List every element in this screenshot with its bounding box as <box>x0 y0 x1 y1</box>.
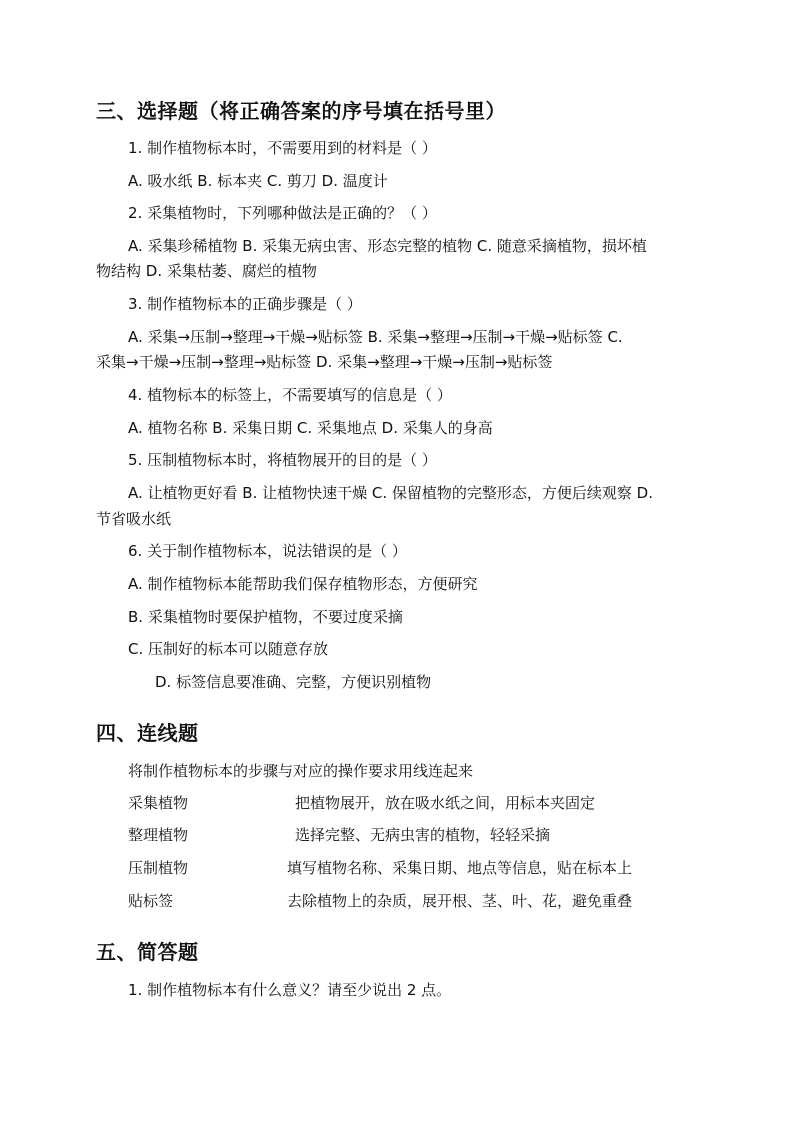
question-6-option-c: C. 压制好的标本可以随意存放 <box>128 640 329 658</box>
matching-step-3: 压制植物 <box>128 859 189 877</box>
short-answer-question-1: 1. 制作植物标本有什么意义？请至少说出 2 点。 <box>128 981 452 999</box>
question-4: 4. 植物标本的标签上，不需要填写的信息是（ ） <box>128 386 452 404</box>
question-1-options: A. 吸水纸 B. 标本夹 C. 剪刀 D. 温度计 <box>128 172 388 190</box>
question-6-option-a: A. 制作植物标本能帮助我们保存植物形态，方便研究 <box>128 575 478 593</box>
matching-requirement-4: 去除植物上的杂质，展开根、茎、叶、花，避免重叠 <box>287 892 633 910</box>
question-1: 1. 制作植物标本时，不需要用到的材料是（ ） <box>128 139 437 157</box>
matching-requirement-3: 填写植物名称、采集日期、地点等信息，贴在标本上 <box>287 859 633 877</box>
question-6: 6. 关于制作植物标本，说法错误的是（ ） <box>128 542 407 560</box>
question-2-options-line-2: 物结构 D. 采集枯萎、腐烂的植物 <box>96 262 317 280</box>
question-4-options: A. 植物名称 B. 采集日期 C. 采集地点 D. 采集人的身高 <box>128 419 493 437</box>
question-3: 3. 制作植物标本的正确步骤是（ ） <box>128 295 362 313</box>
question-2-options-line-1: A. 采集珍稀植物 B. 采集无病虫害、形态完整的植物 C. 随意采摘植物，损坏植 <box>128 237 647 255</box>
section-3-heading: 三、选择题（将正确答案的序号填在括号里） <box>96 99 506 123</box>
section-5-heading: 五、简答题 <box>96 940 199 964</box>
question-2: 2. 采集植物时，下列哪种做法是正确的？（ ） <box>128 204 437 222</box>
matching-step-1: 采集植物 <box>128 794 189 812</box>
matching-instruction: 将制作植物标本的步骤与对应的操作要求用线连起来 <box>128 762 474 780</box>
section-4-heading: 四、连线题 <box>96 721 199 745</box>
question-3-options-line-2: 采集→干燥→压制→整理→贴标签 D. 采集→整理→干燥→压制→贴标签 <box>96 353 553 371</box>
question-5-options-line-1: A. 让植物更好看 B. 让植物快速干燥 C. 保留植物的完整形态，方便后续观察 D. <box>128 484 653 502</box>
question-6-option-d: D. 标签信息要准确、完整，方便识别植物 <box>155 673 432 691</box>
question-5-options-line-2: 节省吸水纸 <box>96 510 172 528</box>
question-3-options-line-1: A. 采集→压制→整理→干燥→贴标签 B. 采集→整理→压制→干燥→贴标签 C. <box>128 328 623 346</box>
matching-step-2: 整理植物 <box>128 826 189 844</box>
matching-step-4: 贴标签 <box>128 892 174 910</box>
question-6-option-b: B. 采集植物时要保护植物，不要过度采摘 <box>128 608 403 626</box>
matching-requirement-1: 把植物展开，放在吸水纸之间，用标本夹固定 <box>295 794 596 812</box>
matching-requirement-2: 选择完整、无病虫害的植物，轻轻采摘 <box>295 826 551 844</box>
question-5: 5. 压制植物标本时，将植物展开的目的是（ ） <box>128 451 437 469</box>
